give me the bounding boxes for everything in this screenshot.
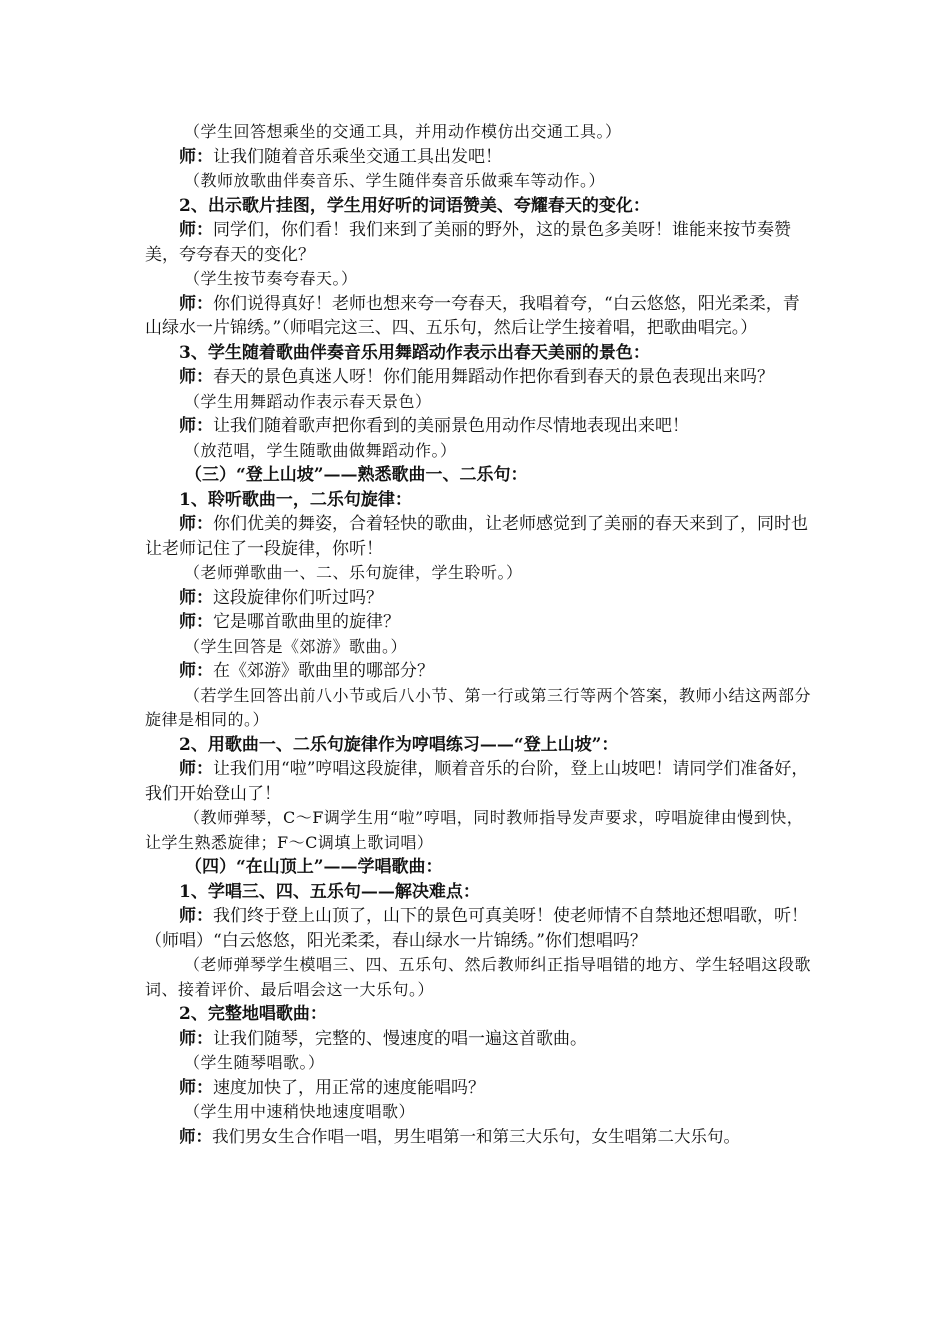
speech-text: 在《郊游》歌曲里的哪部分？	[213, 661, 434, 681]
step-heading: 2、用歌曲一、二乐句旋律作为哼唱练习——“登上山坡”：	[179, 734, 619, 755]
teacher-paragraph	[145, 218, 813, 267]
speech-text: 它是哪首歌曲里的旋律？	[213, 612, 400, 632]
section-heading: （四）“在山顶上”——学唱歌曲：	[185, 857, 443, 877]
teacher-paragraph	[145, 512, 813, 561]
teacher-paragraph	[145, 292, 813, 341]
speech-text: 同学们，你们看！我们来到了美丽的野外，这的景色多美呀！谁能来按节奏赞美，夸夸春天的变化？	[145, 220, 791, 265]
step-heading: 2、完整地唱歌曲：	[179, 1004, 327, 1024]
teacher-line	[145, 1076, 813, 1101]
teacher-line	[145, 1125, 813, 1150]
step-heading: 3、学生随着歌曲伴奏音乐用舞蹈动作表示出春天美丽的景色：	[179, 342, 650, 363]
note-line: （教师放歌曲伴奏音乐、学生随伴奏音乐做乘车等动作。）	[184, 171, 606, 190]
speech-text: 春天的景色真迷人呀！你们能用舞蹈动作把你看到春天的景色表现出来吗？	[213, 367, 774, 387]
speech-text: 我们终于登上山顶了，山下的景色可真美呀！使老师情不自禁地还想唱歌，听！（师唱）“白云悠悠，阳光柔柔，春山绿水一片锦绣。”你们想唱吗？	[145, 906, 808, 951]
speaker-label: 师：	[179, 1126, 212, 1146]
note-line: （放范唱，学生随歌曲做舞蹈动作。）	[184, 440, 457, 460]
speech-text: 你们优美的舞姿，合着轻快的歌曲，让老师感觉到了美丽的春天来到了，同时也让老师记住了一段旋律，你听！	[145, 514, 808, 559]
teacher-line	[145, 414, 813, 439]
teacher-paragraph	[145, 757, 813, 806]
note-line: （学生按节奏夸春天。）	[184, 269, 358, 288]
note-line: （学生回答是《郊游》歌曲。）	[184, 636, 408, 656]
note-line: （老师弹歌曲一、二、乐句旋律，学生聆听。）	[184, 563, 523, 582]
teacher-line	[145, 610, 813, 635]
note-paragraph: （教师弹琴，C～F调学生用“啦”哼唱，同时教师指导发声要求，哼唱旋律由慢到快，让学生熟悉旋律；F～C调填上歌词唱）	[145, 808, 804, 852]
teacher-line	[145, 659, 813, 684]
note-line: （学生用舞蹈动作表示春天景色）	[184, 391, 432, 411]
speaker-label: 师：	[179, 367, 213, 387]
speech-text: 让我们随琴，完整的、慢速度的唱一遍这首歌曲。	[213, 1028, 587, 1049]
speaker-label: 师：	[179, 146, 213, 167]
speaker-label: 师：	[179, 514, 213, 534]
teacher-line	[145, 145, 813, 170]
speaker-label: 师：	[179, 1077, 213, 1098]
teacher-line	[145, 1027, 813, 1052]
step-heading: 1、聆听歌曲一，二乐句旋律：	[179, 489, 412, 510]
speech-text: 让我们随着歌声把你看到的美丽景色用动作尽情地表现出来吧！	[213, 416, 689, 436]
speaker-label: 师：	[179, 661, 213, 681]
speaker-label: 师：	[179, 293, 213, 314]
speaker-label: 师：	[179, 612, 213, 632]
speech-text: 速度加快了，用正常的速度能唱吗？	[213, 1077, 485, 1098]
note-line: （学生回答想乘坐的交通工具，并用动作模仿出交通工具。）	[184, 122, 622, 141]
speaker-label: 师：	[179, 587, 213, 608]
speech-text: 你们说得真好！老师也想来夸一夸春天，我唱着夸，“白云悠悠，阳光柔柔，青山绿水一片锦绣。”（师唱完这三、四、五乐句，然后让学生接着唱，把歌曲唱完。）	[145, 293, 800, 338]
speaker-label: 师：	[179, 906, 213, 926]
teacher-paragraph	[145, 904, 813, 953]
section-heading: （三）“登上山坡”——熟悉歌曲一、二乐句：	[185, 465, 528, 485]
document-page	[145, 120, 813, 1149]
speaker-label: 师：	[179, 759, 213, 779]
note-line: （学生用中速稍快地速度唱歌）	[184, 1102, 416, 1121]
speech-text: 这段旋律你们听过吗？	[213, 587, 383, 608]
step-heading: 2、出示歌片挂图，学生用好听的词语赞美、夸耀春天的变化：	[179, 195, 650, 216]
speech-text: 我们男女生合作唱一唱，男生唱第一和第三大乐句，女生唱第二大乐句。	[212, 1126, 740, 1146]
speaker-label: 师：	[179, 220, 213, 240]
step-heading: 1、学唱三、四、五乐句——解决难点：	[179, 881, 480, 902]
teacher-paragraph	[145, 365, 813, 390]
note-paragraph: （老师弹琴学生模唱三、四、五乐句、然后教师纠正指导唱错的地方、学生轻唱这段歌词、接着评价、最后唱会这一大乐句。）	[145, 955, 812, 999]
speech-text: 让我们用“啦”哼唱这段旋律，顺着音乐的台阶，登上山坡吧！请同学们准备好，我们开始登山了！	[145, 759, 809, 804]
note-line: （学生随琴唱歌。）	[184, 1053, 325, 1072]
speaker-label: 师：	[179, 416, 213, 436]
note-paragraph: （若学生回答出前八小节或后八小节、第一行或第三行等两个答案，教师小结这两部分旋律是相同的。）	[145, 685, 812, 729]
teacher-line	[145, 586, 813, 611]
speaker-label: 师：	[179, 1028, 213, 1049]
speech-text: 让我们随着音乐乘坐交通工具出发吧！	[213, 146, 502, 167]
